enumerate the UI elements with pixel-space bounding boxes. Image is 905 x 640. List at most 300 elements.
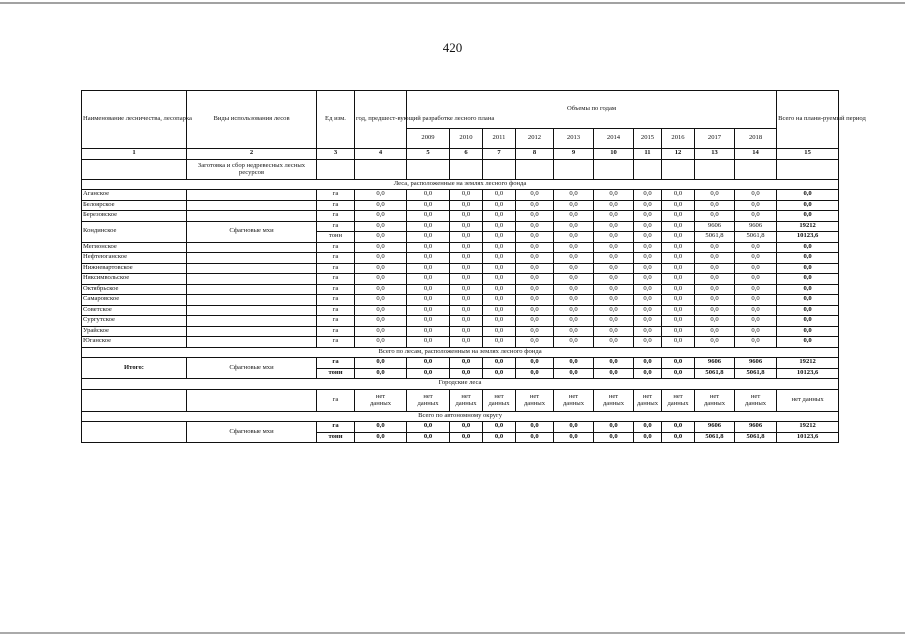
value-cell: 0,0	[594, 422, 634, 433]
no-data-cell: нет данных	[634, 389, 662, 411]
value-cell: 0,0	[516, 232, 554, 243]
value-cell: 0,0	[554, 358, 594, 369]
value-cell: 0,0	[407, 242, 450, 253]
total-cell: 0,0	[777, 190, 839, 201]
empty-cell	[82, 389, 187, 411]
forest-use-table	[81, 90, 866, 443]
total-cell: 0,0	[777, 274, 839, 285]
value-cell: 5061,8	[735, 232, 777, 243]
use-type	[187, 200, 317, 211]
value-cell: 9606	[695, 422, 735, 433]
value-cell: 0,0	[662, 422, 695, 433]
use-type: Сфагновые мхи	[187, 422, 317, 443]
forestry-name: Октябрьское	[82, 284, 187, 295]
value-cell: 0,0	[594, 326, 634, 337]
unit-cell: тонн	[317, 368, 355, 379]
total-cell: 0,0	[777, 295, 839, 306]
no-data-cell: нет данных	[407, 389, 450, 411]
value-cell: 0,0	[483, 337, 516, 348]
value-cell: 0,0	[407, 200, 450, 211]
value-cell: 0,0	[355, 211, 407, 222]
value-cell: 0,0	[516, 337, 554, 348]
table-row	[82, 221, 839, 232]
scan-edge-top	[0, 2, 905, 4]
value-cell: 0,0	[483, 305, 516, 316]
value-cell: 0,0	[695, 337, 735, 348]
value-cell: 5061,8	[695, 368, 735, 379]
value-cell: 0,0	[516, 305, 554, 316]
column-number: 12	[662, 149, 695, 160]
value-cell: 0,0	[634, 284, 662, 295]
table-row	[82, 358, 839, 369]
value-cell: 0,0	[695, 326, 735, 337]
value-cell: 0,0	[634, 253, 662, 264]
value-cell: 0,0	[695, 211, 735, 222]
value-cell: 0,0	[450, 316, 483, 327]
value-cell: 0,0	[483, 358, 516, 369]
value-cell: 0,0	[634, 305, 662, 316]
total-cell: нет данных	[777, 389, 839, 411]
value-cell: 0,0	[554, 274, 594, 285]
value-cell: 0,0	[355, 274, 407, 285]
value-cell: 0,0	[516, 284, 554, 295]
value-cell: 0,0	[634, 368, 662, 379]
forestry-name: Березовское	[82, 211, 187, 222]
value-cell: 0,0	[516, 221, 554, 232]
value-cell: 0,0	[355, 295, 407, 306]
value-cell: 0,0	[450, 368, 483, 379]
value-cell: 0,0	[554, 368, 594, 379]
value-cell: 0,0	[634, 232, 662, 243]
unit-cell: тонн	[317, 232, 355, 243]
value-cell: 0,0	[516, 274, 554, 285]
value-cell: 0,0	[662, 221, 695, 232]
value-cell: 5061,8	[735, 368, 777, 379]
value-cell: 0,0	[450, 422, 483, 433]
value-cell: 0,0	[634, 242, 662, 253]
forestry-name: Юганское	[82, 337, 187, 348]
value-cell: 0,0	[554, 422, 594, 433]
no-data-cell: нет данных	[695, 389, 735, 411]
value-cell: 0,0	[483, 263, 516, 274]
use-type	[187, 263, 317, 274]
header-forestry: Наименование лесничества, лесопарка	[82, 91, 187, 149]
value-cell: 0,0	[407, 221, 450, 232]
value-cell: 0,0	[662, 242, 695, 253]
value-cell: 0,0	[554, 221, 594, 232]
forestry-name: Няксимвольское	[82, 274, 187, 285]
column-number: 10	[594, 149, 634, 160]
value-cell: 0,0	[450, 305, 483, 316]
value-cell: 0,0	[450, 221, 483, 232]
empty-cell	[187, 389, 317, 411]
value-cell: 0,0	[516, 368, 554, 379]
use-type	[187, 305, 317, 316]
total-cell: 0,0	[777, 242, 839, 253]
column-number: 15	[777, 149, 839, 160]
unit-cell: га	[317, 190, 355, 201]
value-cell: 0,0	[483, 253, 516, 264]
total-cell: 19212	[777, 358, 839, 369]
value-cell: 0,0	[407, 358, 450, 369]
value-cell: 0,0	[516, 253, 554, 264]
value-cell: 0,0	[355, 358, 407, 369]
value-cell: 0,0	[516, 422, 554, 433]
value-cell: 0,0	[695, 242, 735, 253]
value-cell: 0,0	[554, 211, 594, 222]
total-cell: 0,0	[777, 284, 839, 295]
value-cell: 9606	[695, 221, 735, 232]
value-cell: 0,0	[516, 263, 554, 274]
column-number: 13	[695, 149, 735, 160]
column-number: 8	[516, 149, 554, 160]
page-number: 420	[442, 40, 463, 55]
value-cell: 0,0	[355, 263, 407, 274]
value-cell: 0,0	[735, 295, 777, 306]
value-cell: 0,0	[355, 284, 407, 295]
forestry-name: Нижневартовское	[82, 263, 187, 274]
forestry-name: Кондинское	[82, 221, 187, 242]
value-cell: 0,0	[355, 368, 407, 379]
value-cell: 0,0	[483, 295, 516, 306]
value-cell: 0,0	[407, 274, 450, 285]
value-cell: 0,0	[483, 422, 516, 433]
unit-cell: га	[317, 337, 355, 348]
value-cell: 5061,8	[695, 232, 735, 243]
value-cell: 0,0	[355, 232, 407, 243]
value-cell: 0,0	[634, 422, 662, 433]
value-cell: 0,0	[355, 190, 407, 201]
value-cell: 0,0	[355, 200, 407, 211]
unit-cell: га	[317, 422, 355, 433]
value-cell: 9606	[735, 358, 777, 369]
value-cell: 0,0	[483, 232, 516, 243]
total-cell: 0,0	[777, 316, 839, 327]
year-header: 2017	[695, 129, 735, 149]
total-cell: 0,0	[777, 253, 839, 264]
value-cell: 0,0	[634, 274, 662, 285]
value-cell: 0,0	[662, 316, 695, 327]
unit-cell: га	[317, 200, 355, 211]
unit-cell: га	[317, 211, 355, 222]
value-cell: 0,0	[594, 190, 634, 201]
header-prev-year: год, предшест-вующий разработке лесного плана	[355, 91, 407, 149]
no-data-cell: нет данных	[516, 389, 554, 411]
unit-cell: тонн	[317, 432, 355, 443]
use-type	[187, 295, 317, 306]
value-cell: 0,0	[450, 242, 483, 253]
value-cell: 0,0	[483, 242, 516, 253]
year-header: 2018	[735, 129, 777, 149]
header-use-type: Виды использования лесов	[187, 91, 317, 149]
total-cell: 0,0	[777, 200, 839, 211]
value-cell: 0,0	[695, 263, 735, 274]
value-cell: 0,0	[450, 211, 483, 222]
value-cell: 0,0	[516, 211, 554, 222]
value-cell: 0,0	[594, 305, 634, 316]
table-row	[82, 242, 839, 253]
value-cell: 0,0	[407, 316, 450, 327]
value-cell: 0,0	[662, 232, 695, 243]
table-row	[82, 274, 839, 285]
value-cell: 0,0	[634, 190, 662, 201]
header-total: Всего на плани-руемый период	[777, 91, 839, 149]
value-cell: 0,0	[554, 232, 594, 243]
value-cell: 0,0	[407, 326, 450, 337]
value-cell: 0,0	[662, 274, 695, 285]
value-cell: 0,0	[695, 253, 735, 264]
value-cell: 0,0	[594, 274, 634, 285]
table-row	[82, 284, 839, 295]
use-type: Сфагновые мхи	[187, 358, 317, 379]
use-type	[187, 190, 317, 201]
column-number: 14	[735, 149, 777, 160]
use-type	[187, 326, 317, 337]
value-cell: 0,0	[735, 337, 777, 348]
table-row	[82, 295, 839, 306]
use-type	[187, 284, 317, 295]
value-cell: 0,0	[407, 305, 450, 316]
year-header: 2011	[483, 129, 516, 149]
value-cell: 0,0	[355, 305, 407, 316]
header-volumes: Объемы по годам	[407, 91, 777, 129]
use-type	[187, 337, 317, 348]
value-cell: 0,0	[662, 337, 695, 348]
value-cell: 0,0	[695, 295, 735, 306]
value-cell: 0,0	[554, 242, 594, 253]
value-cell: 0,0	[516, 326, 554, 337]
value-cell: 0,0	[554, 190, 594, 201]
value-cell: 0,0	[662, 326, 695, 337]
value-cell: 0,0	[483, 190, 516, 201]
use-type	[187, 274, 317, 285]
value-cell: 0,0	[407, 422, 450, 433]
table-row	[82, 337, 839, 348]
value-cell: 0,0	[450, 337, 483, 348]
value-cell: 0,0	[407, 368, 450, 379]
value-cell: 0,0	[554, 295, 594, 306]
value-cell: 0,0	[407, 190, 450, 201]
use-type	[187, 316, 317, 327]
value-cell: 0,0	[483, 200, 516, 211]
no-data-cell: нет данных	[594, 389, 634, 411]
value-cell: 9606	[695, 358, 735, 369]
header-unit: Ед изм.	[317, 91, 355, 149]
value-cell: 0,0	[355, 432, 407, 443]
value-cell: 0,0	[355, 422, 407, 433]
value-cell: 0,0	[735, 274, 777, 285]
year-header: 2013	[554, 129, 594, 149]
value-cell: 0,0	[634, 295, 662, 306]
value-cell: 0,0	[483, 221, 516, 232]
forestry-name: Сургутское	[82, 316, 187, 327]
year-header: 2016	[662, 129, 695, 149]
no-data-cell: нет данных	[450, 389, 483, 411]
value-cell: 0,0	[594, 263, 634, 274]
value-cell: 0,0	[554, 284, 594, 295]
column-number: 6	[450, 149, 483, 160]
total-cell: 0,0	[777, 211, 839, 222]
no-data-cell: нет данных	[662, 389, 695, 411]
value-cell: 0,0	[735, 305, 777, 316]
year-header: 2015	[634, 129, 662, 149]
value-cell: 0,0	[554, 305, 594, 316]
value-cell: 0,0	[450, 284, 483, 295]
value-cell: 0,0	[634, 316, 662, 327]
value-cell: 0,0	[735, 190, 777, 201]
value-cell: 0,0	[355, 316, 407, 327]
value-cell: 0,0	[662, 190, 695, 201]
value-cell: 0,0	[450, 190, 483, 201]
value-cell: 0,0	[516, 295, 554, 306]
value-cell: 0,0	[662, 263, 695, 274]
no-data-cell: нет данных	[554, 389, 594, 411]
value-cell: 0,0	[634, 337, 662, 348]
value-cell: 0,0	[516, 358, 554, 369]
value-cell: 0,0	[554, 316, 594, 327]
unit-cell: га	[317, 253, 355, 264]
column-number: 4	[355, 149, 407, 160]
value-cell: 0,0	[554, 253, 594, 264]
column-number: 9	[554, 149, 594, 160]
value-cell: 0,0	[735, 242, 777, 253]
year-header: 2012	[516, 129, 554, 149]
total-cell: 10123,6	[777, 432, 839, 443]
value-cell: 0,0	[594, 316, 634, 327]
forestry-name: Советское	[82, 305, 187, 316]
forestry-name: Урайское	[82, 326, 187, 337]
value-cell: 0,0	[594, 432, 634, 443]
value-cell: 0,0	[483, 432, 516, 443]
total-cell: 0,0	[777, 263, 839, 274]
section-forest-fund: Леса, расположенные на землях лесного фонда	[82, 179, 839, 190]
value-cell: 0,0	[662, 305, 695, 316]
value-cell: 0,0	[407, 263, 450, 274]
value-cell: 0,0	[554, 263, 594, 274]
table-row	[82, 200, 839, 211]
value-cell: 0,0	[483, 284, 516, 295]
column-number: 7	[483, 149, 516, 160]
value-cell: 0,0	[662, 211, 695, 222]
total-cell: 0,0	[777, 326, 839, 337]
value-cell: 0,0	[554, 337, 594, 348]
table-row	[82, 190, 839, 201]
unit-cell: га	[317, 316, 355, 327]
no-data-cell: нет данных	[735, 389, 777, 411]
use-type	[187, 242, 317, 253]
column-number: 5	[407, 149, 450, 160]
value-cell: 0,0	[355, 326, 407, 337]
value-cell: 5061,8	[735, 432, 777, 443]
value-cell: 0,0	[516, 200, 554, 211]
value-cell: 0,0	[695, 305, 735, 316]
value-cell: 0,0	[516, 190, 554, 201]
total-cell: 10123,6	[777, 232, 839, 243]
value-cell: 0,0	[735, 253, 777, 264]
value-cell: 0,0	[516, 242, 554, 253]
value-cell: 0,0	[516, 316, 554, 327]
unit-cell: га	[317, 305, 355, 316]
value-cell: 0,0	[516, 432, 554, 443]
value-cell: 0,0	[450, 295, 483, 306]
total-cell: 0,0	[777, 305, 839, 316]
table-row	[82, 422, 839, 433]
value-cell: 0,0	[662, 200, 695, 211]
value-cell: 0,0	[662, 295, 695, 306]
value-cell: 0,0	[554, 326, 594, 337]
year-header: 2009	[407, 129, 450, 149]
value-cell: 0,0	[634, 326, 662, 337]
forestry-name: Нефтеюганское	[82, 253, 187, 264]
table-row	[82, 326, 839, 337]
unit-cell: га	[317, 358, 355, 369]
activity-empty-cell	[82, 159, 187, 179]
value-cell: 9606	[735, 422, 777, 433]
value-cell: 0,0	[662, 358, 695, 369]
value-cell: 0,0	[594, 253, 634, 264]
year-header: 2014	[594, 129, 634, 149]
value-cell: 0,0	[407, 232, 450, 243]
value-cell: 0,0	[634, 221, 662, 232]
value-cell: 0,0	[735, 284, 777, 295]
value-cell: 0,0	[594, 211, 634, 222]
value-cell: 0,0	[355, 221, 407, 232]
value-cell: 0,0	[407, 337, 450, 348]
value-cell: 0,0	[735, 200, 777, 211]
value-cell: 5061,8	[695, 432, 735, 443]
value-cell: 0,0	[662, 284, 695, 295]
use-type	[187, 253, 317, 264]
value-cell: 0,0	[695, 316, 735, 327]
table-row	[82, 253, 839, 264]
table-row	[82, 211, 839, 222]
value-cell: 0,0	[662, 253, 695, 264]
value-cell: 0,0	[634, 200, 662, 211]
value-cell: 0,0	[594, 295, 634, 306]
value-cell: 0,0	[483, 326, 516, 337]
forestry-name: Белоярское	[82, 200, 187, 211]
total-cell: 19212	[777, 221, 839, 232]
column-number: 1	[82, 149, 187, 160]
year-header: 2010	[450, 129, 483, 149]
forestry-name: Самаровское	[82, 295, 187, 306]
section-forest-fund-total: Всего по лесам, расположенным на землях лесного фонда	[82, 347, 839, 358]
value-cell: 0,0	[483, 211, 516, 222]
value-cell: 0,0	[483, 368, 516, 379]
table-row	[82, 305, 839, 316]
value-cell: 0,0	[450, 326, 483, 337]
use-type: Сфагновые мхи	[187, 221, 317, 242]
activity-label: Заготовка и сбор недревесных лесных ресурсов	[187, 159, 317, 179]
section-city-forests: Городские леса	[82, 379, 839, 390]
use-type	[187, 211, 317, 222]
value-cell: 0,0	[662, 368, 695, 379]
unit-cell: га	[317, 295, 355, 306]
forestry-name: Аганское	[82, 190, 187, 201]
scan-edge-bottom	[0, 632, 905, 634]
forestry-name: Мегионское	[82, 242, 187, 253]
total-cell: 19212	[777, 422, 839, 433]
value-cell: 0,0	[355, 337, 407, 348]
column-number: 3	[317, 149, 355, 160]
value-cell: 0,0	[695, 274, 735, 285]
value-cell: 0,0	[450, 253, 483, 264]
value-cell: 0,0	[450, 263, 483, 274]
column-number: 2	[187, 149, 317, 160]
value-cell: 0,0	[450, 232, 483, 243]
column-number: 11	[634, 149, 662, 160]
unit-cell: га	[317, 284, 355, 295]
